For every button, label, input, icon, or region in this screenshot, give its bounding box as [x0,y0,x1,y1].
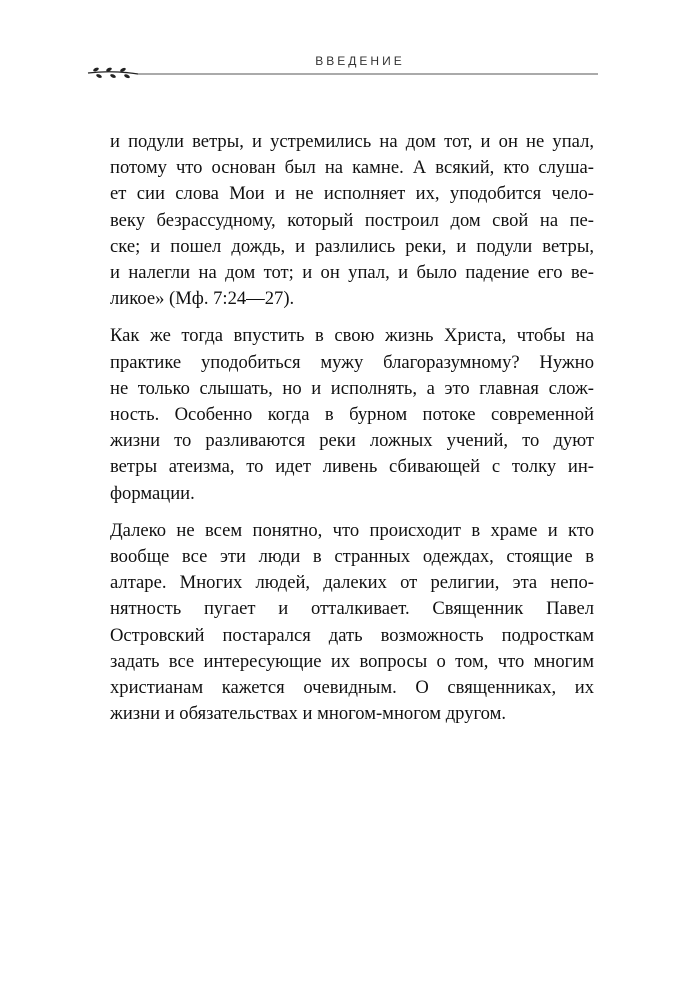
header-rule-ornament [86,66,598,80]
paragraph-1 [110,129,594,312]
text-line: задать все интересующие их вопросы о том, что многим [110,650,594,672]
text-line: вообще все эти люди в странных одеждах, стоящие в [110,546,594,568]
text-line: ликое» (Мф. 7:24—27). [110,288,295,310]
text-line: Как же тогда впустить в свою жизнь Христа, чтобы на [110,325,594,347]
text-line: жизни и обязательствах и многом-многом другом. [110,703,507,725]
text-line: потому что основан был на камне. А всякий, кто слуша- [110,157,594,179]
text-line: веку безрассудному, который построил дом свой на пе- [110,209,594,231]
text-line: и налегли на дом тот; и он упал, и было падение его ве- [110,262,594,284]
text-line: алтаре. Многих людей, далеких от религии, эта непо- [110,572,594,594]
vine-ornament-icon [88,67,138,79]
text-line: жизни то разливаются реки ложных учений, то дуют [110,430,594,452]
paragraph-2 [110,323,594,506]
body-text [110,129,594,738]
text-line: Далеко не всем понятно, что происходит в храме и кто [110,519,594,541]
running-head-title: ВВЕДЕНИЕ [315,54,405,68]
text-line: и подули ветры, и устремились на дом тот, и он не упал, [110,131,594,152]
text-line: христианам кажется очевидным. О священниках, их [110,677,594,699]
text-line: практике уподобиться мужу благоразумному? Нужно [110,351,594,373]
text-line: Островский постарался дать возможность подросткам [110,624,594,646]
text-line: ветры атеизма, то идет ливень сбивающей с толку ин- [110,456,594,478]
text-line: ность. Особенно когда в бурном потоке современной [110,404,594,426]
text-line: ет сии слова Мои и не исполняет их, уподобится чело- [110,183,594,205]
text-line: нятность пугает и отталкивает. Священник Павел [110,598,594,620]
text-line: не только слышать, но и исполнять, а это главная слож- [110,377,594,399]
text-line: формации. [110,482,195,504]
paragraph-3 [110,518,594,728]
text-line: ске; и пошел дождь, и разлились реки, и подули ветры, [110,235,594,257]
